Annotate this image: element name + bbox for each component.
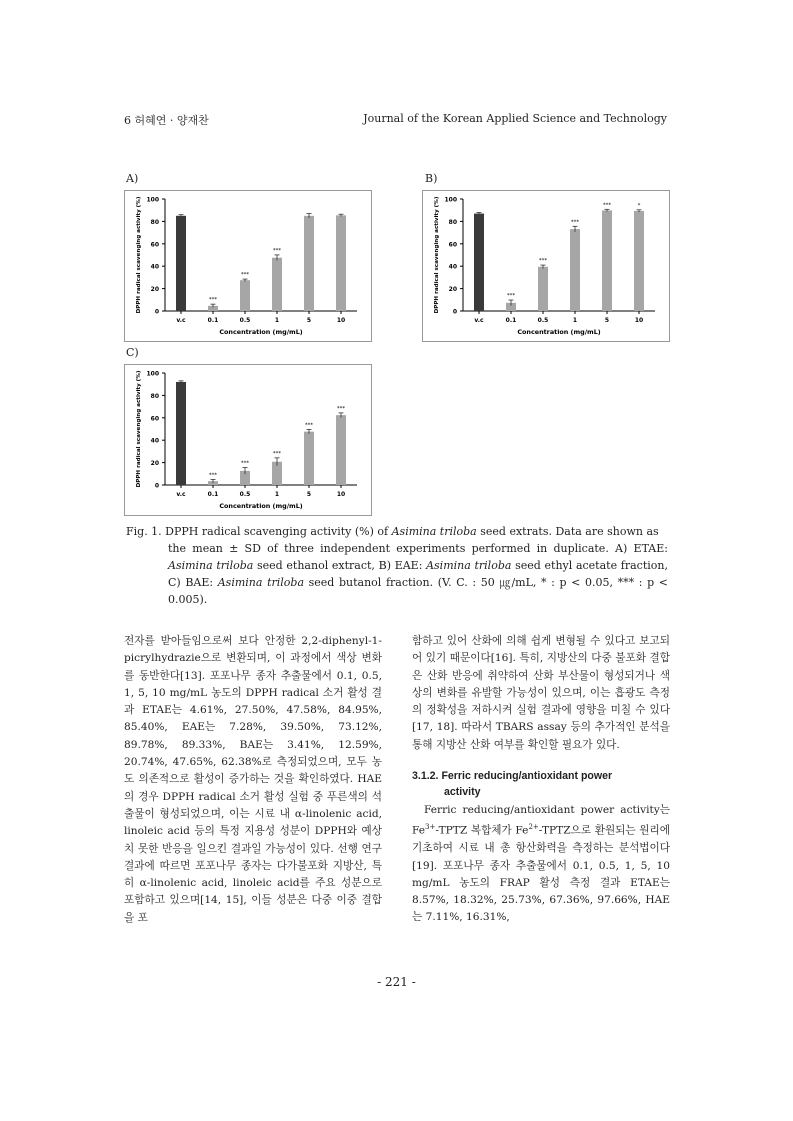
y-tick-label: 100 xyxy=(444,196,457,204)
chart-b-frame xyxy=(422,190,670,342)
y-tick-label: 40 xyxy=(150,437,159,445)
caption-species: Asimina triloba xyxy=(391,525,477,538)
x-axis-title: Concentration (mg/mL) xyxy=(219,328,303,336)
bar-5 xyxy=(602,210,612,311)
y-axis-title: DPPH radical scavenging activity (%) xyxy=(434,196,440,314)
figure-caption xyxy=(126,523,668,608)
bar-v.c xyxy=(176,382,186,485)
y-tick-label: 60 xyxy=(448,241,457,249)
y-tick-label: 20 xyxy=(448,286,457,294)
caption-species-3: Asimina triloba xyxy=(217,576,305,589)
significance-mark: *** xyxy=(506,293,516,300)
y-tick-label: 20 xyxy=(150,460,159,468)
significance-mark: *** xyxy=(602,202,612,209)
y-tick-label: 0 xyxy=(154,308,159,316)
chart-a xyxy=(125,191,371,341)
significance-mark: *** xyxy=(208,297,218,304)
panel-label-a: A) xyxy=(126,172,139,185)
section-heading-line1: 3.1.2. Ferric reducing/antioxidant power xyxy=(412,770,613,783)
y-tick-label: 60 xyxy=(150,415,159,423)
x-tick-label: 5 xyxy=(306,317,312,324)
x-tick-label: 0.1 xyxy=(207,491,219,498)
significance-mark: * xyxy=(637,202,641,209)
chart-a-frame xyxy=(124,190,372,342)
bar-10 xyxy=(336,215,346,311)
page-number: - 221 - xyxy=(377,975,416,989)
caption-part-c: seed ethyl acetate fraction, C) BAE: xyxy=(168,559,668,589)
bar-v.c xyxy=(176,216,186,311)
chart-c xyxy=(125,365,371,515)
x-tick-label: 5 xyxy=(604,317,610,324)
frap-text-a: Ferric reducing/antioxidant power activity는 Fe xyxy=(412,804,670,837)
significance-mark: *** xyxy=(538,258,548,265)
x-tick-label: 5 xyxy=(306,491,312,498)
right-paragraph-2 xyxy=(412,802,670,927)
x-tick-label: 10 xyxy=(634,317,644,324)
bar-5 xyxy=(304,216,314,311)
caption-part-d: seed butanol fraction. (V. C. : 50 ㎍/mL, * : p < 0.05, *** : p < 0.005). xyxy=(168,576,668,606)
frap-text-c: -TPTZ으로 환원되는 원리에 기초하여 시료 내 총 항산화력을 측정하는 분석법이다[19]. 포포나무 종자 추출물에서 0.1, 0.5, 1, 5, 10 mg/mL 농도의 FRAP 활성 측정 결과 ETAE는 8.57%, 18.32%, 25.73%, 67.36%, 97.66%, HAE는 7.11%, 16.31%, xyxy=(412,824,670,924)
caption-lead: Fig. 1. DPPH radical scavenging activity (%) of xyxy=(126,525,392,538)
y-tick-label: 40 xyxy=(150,263,159,271)
significance-mark: *** xyxy=(272,247,282,254)
body-column-left xyxy=(124,633,382,927)
significance-mark: *** xyxy=(272,450,282,457)
frap-text-b: -TPTZ 복합체가 Fe xyxy=(435,824,529,837)
significance-mark: *** xyxy=(336,405,346,412)
caption-part-a: the mean ± SD of three independent experiments performed in duplicate. A) ETAE: xyxy=(168,542,668,555)
x-tick-label: v.c xyxy=(176,317,186,324)
x-tick-label: 1 xyxy=(274,491,280,498)
y-tick-label: 40 xyxy=(448,263,457,271)
y-tick-label: 80 xyxy=(150,392,159,400)
body-column-right xyxy=(412,633,670,927)
y-tick-label: 80 xyxy=(448,218,457,226)
x-tick-label: v.c xyxy=(474,317,484,324)
running-head-authors: 6 허혜연 · 양재찬 xyxy=(124,114,209,127)
significance-mark: *** xyxy=(240,272,250,279)
y-tick-label: 0 xyxy=(452,308,457,316)
x-tick-label: 1 xyxy=(274,317,280,324)
caption-part-b: seed ethanol extract, B) EAE: xyxy=(253,559,427,572)
x-tick-label: 0.1 xyxy=(505,317,517,324)
left-paragraph: 전자를 받아들임으로써 보다 안정한 2,2-diphenyl-1-picrylhydrazie으로 변환되며, 이 과정에서 색상 변화를 동반한다[13]. 포포나무 종자 추출물에서 0.1, 0.5, 1, 5, 10 mg/mL 농도의 DPPH radical 소거 활성 결과 ETAE는 4.61%, 27.50%, 47.58%, 84.95%, 85.40%, EAE는 7.28%, 39.50%, 73.12%, 89.78%, 89.33%, BAE는 3.41%, 12.59%, 20.74%, 47.65%, 62.38%로 측정되었으며, 모두 농도 의존적으로 활성이 증가하는 것을 확인하였다. HAE의 경우 DPPH radical 소거 활성 실험 중 푸른색의 석출물이 형성되었으며, 이는 시료 내 α-linolenic acid, linoleic acid 등의 특정 지용성 성분이 DPPH와 예상치 못한 반응을 일으킨 결과일 가능성이 있다. 선행 연구 결과에 따르면 포포나무 종자는 다가불포화 지방산, 특히 α-linolenic acid, linoleic acid를 주요 성분으로 포함하고 있으며[14, 15], 이들 성분은 다중 이중 결합을 포 xyxy=(124,635,382,924)
x-tick-label: 0.5 xyxy=(239,317,251,324)
panel-label-c: C) xyxy=(126,346,139,359)
panel-label-b: B) xyxy=(425,172,438,185)
y-tick-label: 60 xyxy=(150,241,159,249)
y-tick-label: 100 xyxy=(146,370,159,378)
x-tick-label: 1 xyxy=(572,317,578,324)
x-axis-title: Concentration (mg/mL) xyxy=(219,502,303,510)
x-tick-label: v.c xyxy=(176,491,186,498)
running-head-journal: Journal of the Korean Applied Science and Technology xyxy=(363,112,667,125)
chart-b xyxy=(423,191,669,341)
bar-1 xyxy=(272,258,282,311)
significance-mark: *** xyxy=(240,460,250,467)
y-axis-title: DPPH radical scavenging activity (%) xyxy=(136,196,142,314)
x-axis-title: Concentration (mg/mL) xyxy=(517,328,601,336)
right-paragraph-1: 함하고 있어 산화에 의해 쉽게 변형될 수 있다고 보고되어 있기 때문이다[16]. 특히, 지방산의 다중 불포화 결합은 산화 반응에 취약하여 산화 부산물이 형성되거나 색상의 변화를 유발할 가능성이 있으며, 이는 흡광도 측정의 정확성을 저하시켜 실험 결과에 영향을 미칠 수 있다[17, 18]. 따라서 TBARS assay 등의 추가적인 분석을 통해 지방산 산화 여부를 확인할 필요가 있다. xyxy=(412,635,670,751)
significance-mark: *** xyxy=(570,219,580,226)
y-tick-label: 100 xyxy=(146,196,159,204)
bar-0.5 xyxy=(240,280,250,311)
bar-0.5 xyxy=(538,267,548,311)
bar-v.c xyxy=(474,214,484,311)
frap-sup-1: 3+ xyxy=(425,823,436,832)
y-axis-title: DPPH radical scavenging activity (%) xyxy=(136,370,142,488)
y-tick-label: 80 xyxy=(150,218,159,226)
x-tick-label: 10 xyxy=(336,491,346,498)
significance-mark: *** xyxy=(208,472,218,479)
caption-species-2: Asimina triloba xyxy=(426,559,512,572)
chart-c-frame xyxy=(124,364,372,516)
caption-body xyxy=(126,540,668,608)
bar-1 xyxy=(570,229,580,311)
bar-10 xyxy=(634,211,644,311)
bar-10 xyxy=(336,415,346,485)
section-heading-line2: activity xyxy=(444,786,481,799)
x-tick-label: 0.1 xyxy=(207,317,219,324)
y-tick-label: 20 xyxy=(150,286,159,294)
significance-mark: *** xyxy=(304,422,314,429)
x-tick-label: 0.5 xyxy=(239,491,251,498)
x-tick-label: 10 xyxy=(336,317,346,324)
x-tick-label: 0.5 xyxy=(537,317,549,324)
section-heading xyxy=(412,768,670,800)
frap-sup-2: 2+ xyxy=(528,823,539,832)
caption-lead-end: seed extrats. Data are shown as xyxy=(476,525,659,538)
caption-species-1: Asimina triloba xyxy=(168,559,254,572)
bar-5 xyxy=(304,432,314,485)
y-tick-label: 0 xyxy=(154,482,159,490)
